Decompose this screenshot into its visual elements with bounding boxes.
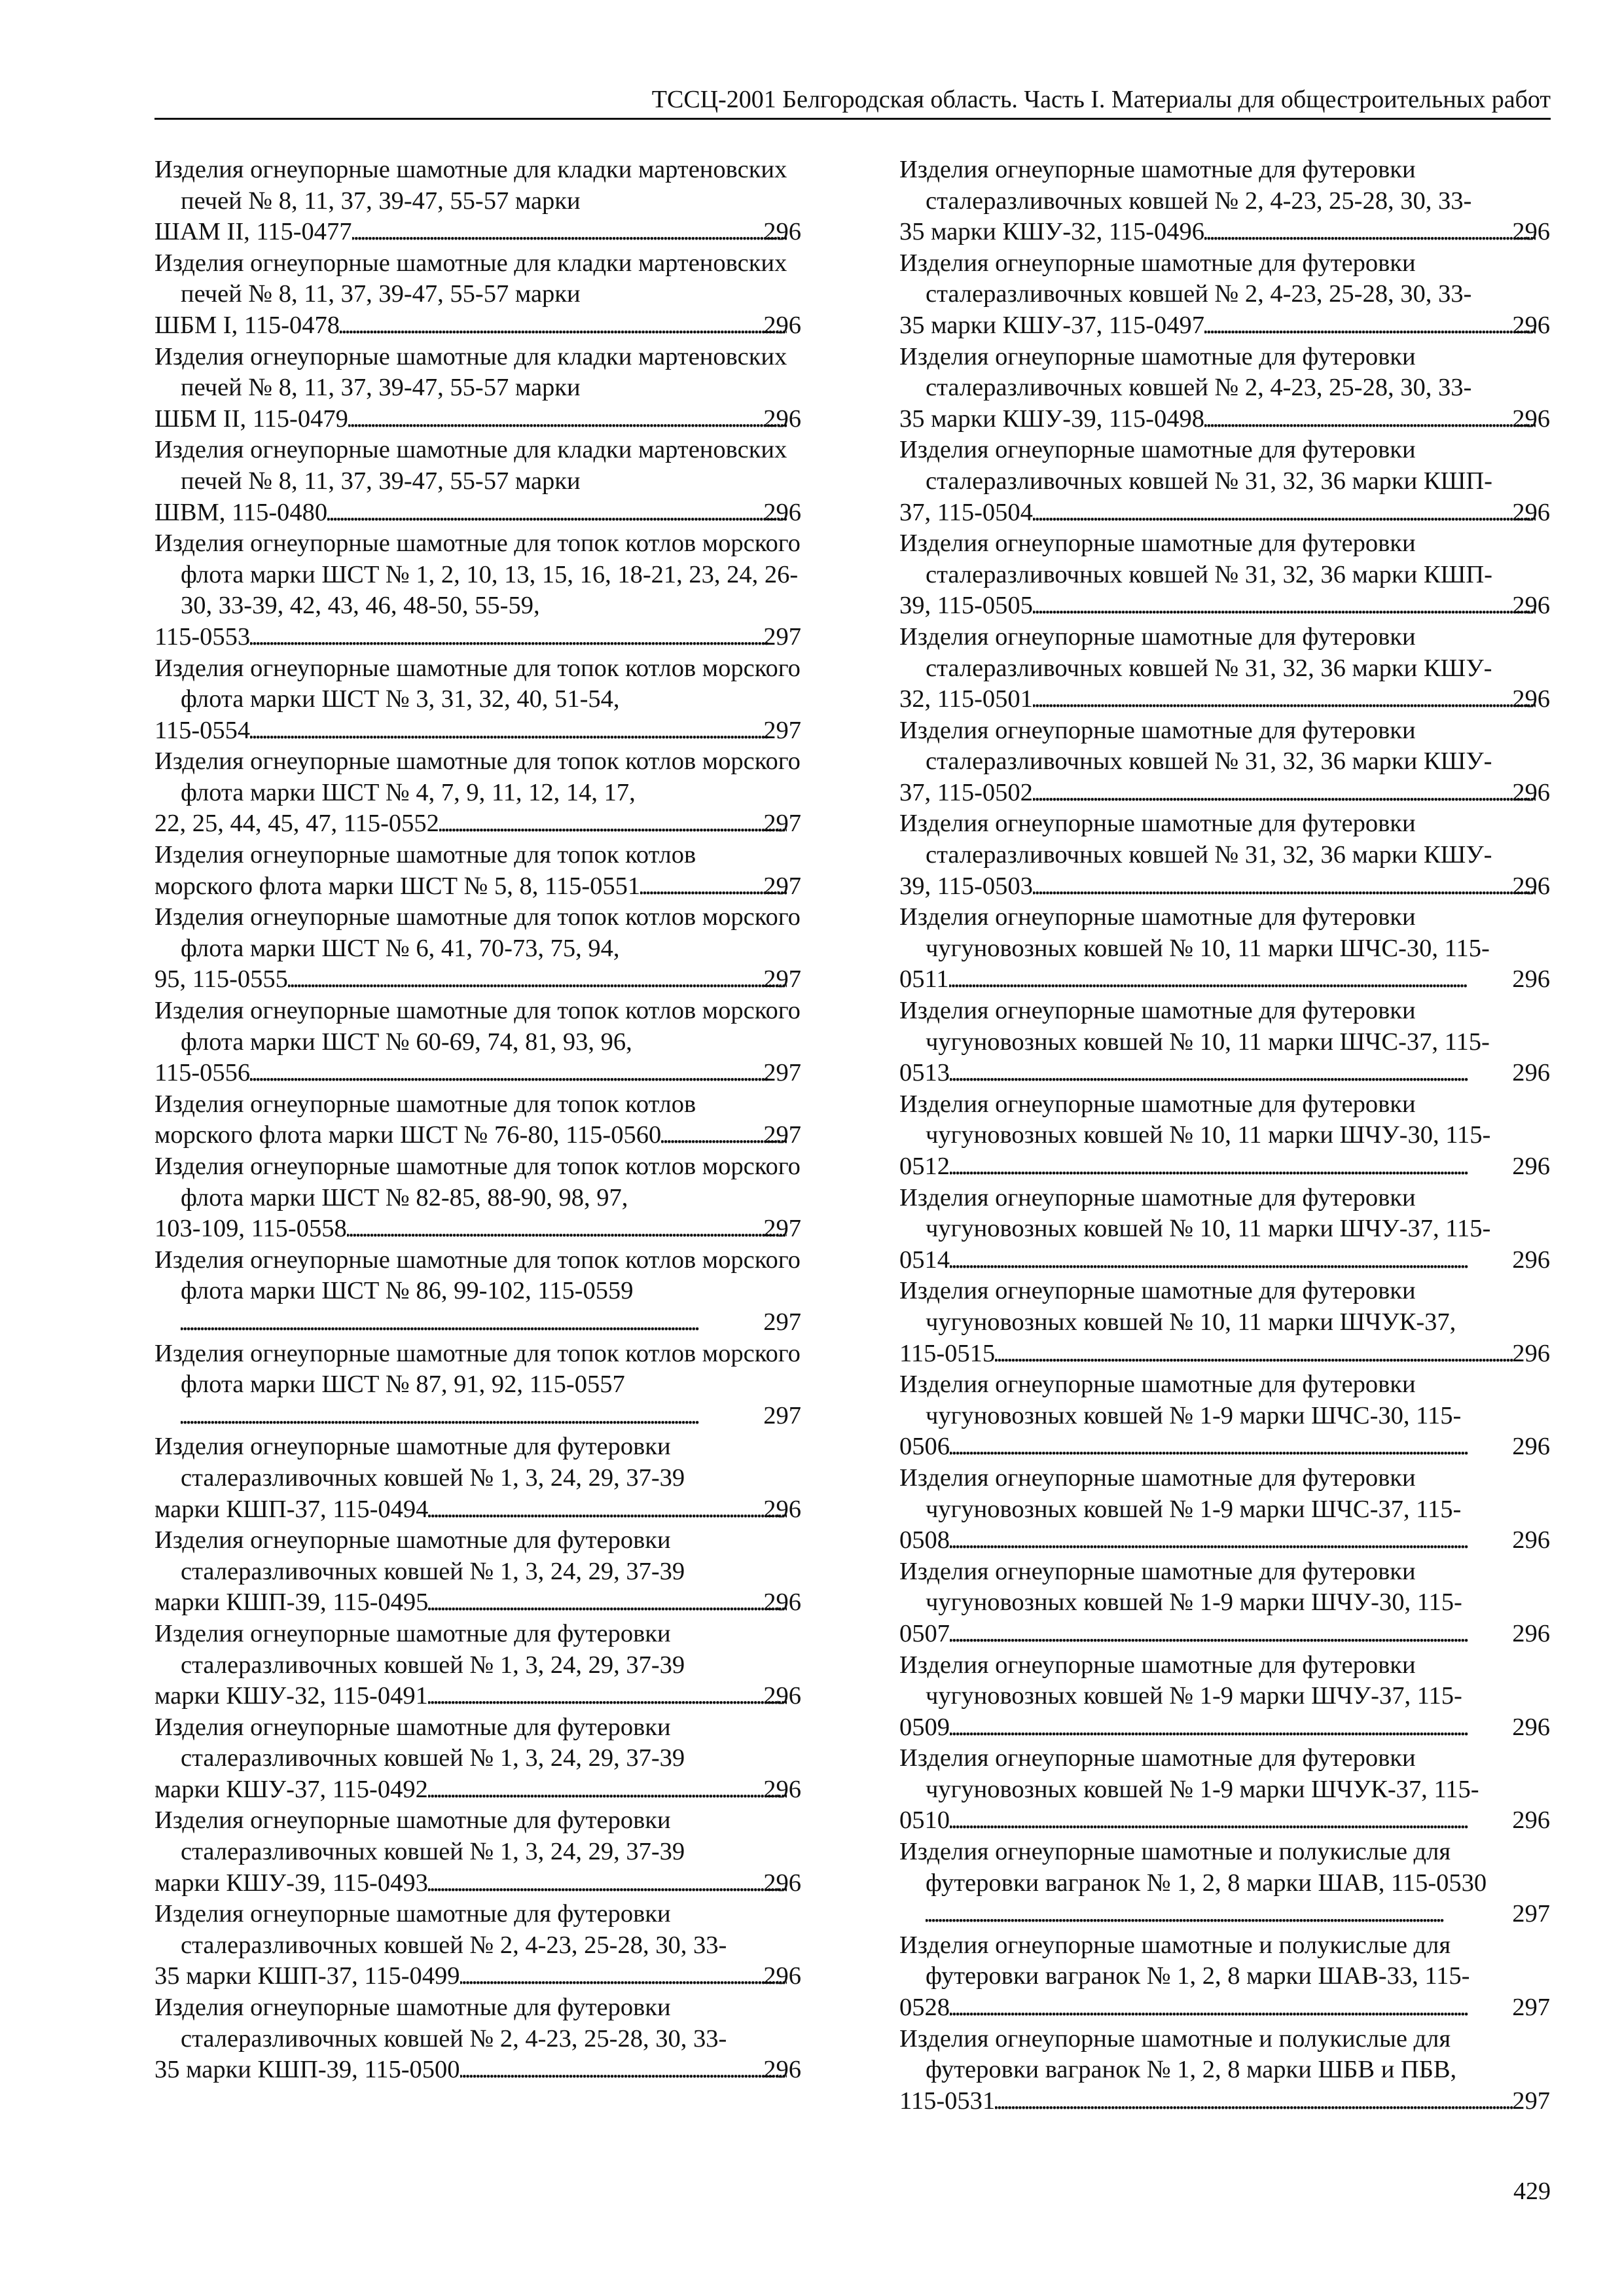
entry-code: 35 марки КШУ-39, 115-0498 (899, 404, 1204, 433)
index-entry (899, 1930, 1550, 2024)
entry-code: 0514 (899, 1246, 950, 1274)
index-entry (154, 435, 801, 528)
entry-title: Изделия огнеупорные шамотные и полукислые для футеровки вагранок № 1, 2, 8 марки ШБВ и ПБВ, (899, 2024, 1457, 2084)
entry-page-ref: 297 (1512, 2087, 1550, 2115)
entry-leader-line (899, 1525, 1550, 1556)
entry-leader-line (899, 404, 1550, 435)
entry-page-ref: 296 (1512, 1713, 1550, 1741)
entry-title: Изделия огнеупорные шамотные для футеровки сталеразливочных ковшей № 2, 4-23, 25-28, 30, 33- (899, 249, 1472, 308)
entry-page-ref: 297 (763, 872, 801, 900)
dot-leader (340, 310, 787, 342)
index-entry (154, 1245, 801, 1338)
dot-leader (950, 1805, 1536, 1837)
entry-code: ШВМ, 115-0480 (154, 498, 328, 526)
entry-title: Изделия огнеупорные шамотные для футеровки сталеразливочных ковшей № 1, 3, 24, 29, 37-39 (154, 1806, 685, 1866)
entry-page-ref: 297 (1512, 1900, 1550, 1928)
entry-leader-line (899, 1338, 1550, 1370)
entry-page-ref: 296 (1512, 218, 1550, 246)
index-entry (899, 1089, 1550, 1183)
entry-leader-line (899, 871, 1550, 903)
entry-title: Изделия огнеупорные шамотные для топок котлов морского флота марки ШСТ № 3, 31, 32, 40, 51-54, (154, 654, 801, 713)
dot-leader (348, 404, 787, 435)
index-entry (154, 1805, 801, 1899)
entry-page-ref: 296 (1512, 498, 1550, 526)
entry-page-ref: 296 (763, 1682, 801, 1710)
entry-code: 39, 115-0505 (899, 592, 1033, 620)
entry-title: Изделия огнеупорные шамотные для топок котлов морского флота марки ШСТ № 86, 99-102, 115-0559 (154, 1246, 801, 1305)
index-entry (899, 1369, 1550, 1463)
entry-code: морского флота марки ШСТ № 76-80, 115-0560 (154, 1121, 662, 1149)
page-number: 429 (1513, 2178, 1551, 2205)
entry-page-ref: 296 (763, 218, 801, 246)
entry-title: Изделия огнеупорные шамотные для футеровки сталеразливочных ковшей № 2, 4-23, 25-28, 30, 33- (154, 1994, 727, 2053)
entry-code: марки КШУ-32, 115-0491 (154, 1682, 428, 1710)
entry-leader-line (154, 808, 801, 840)
entry-title: Изделия огнеупорные шамотные для футеровки сталеразливочных ковшей № 1, 3, 24, 29, 37-39 (154, 1713, 685, 1772)
index-entry (899, 715, 1550, 809)
entry-page-ref: 296 (763, 2056, 801, 2084)
dot-leader (950, 1151, 1536, 1183)
dot-leader (352, 217, 787, 248)
entry-leader-line (899, 1619, 1550, 1650)
index-entry (899, 996, 1550, 1089)
index-entry (899, 1276, 1550, 1369)
index-entry (154, 1431, 801, 1525)
dot-leader (1033, 778, 1536, 809)
index-column-left (154, 154, 801, 2086)
entry-code: 35 марки КШУ-32, 115-0496 (899, 218, 1204, 246)
entry-code: 115-0515 (899, 1339, 996, 1367)
entry-title: Изделия огнеупорные шамотные для футеровки сталеразливочных ковшей № 31, 32, 36 марки КШП- (899, 529, 1492, 588)
entry-leader-line (154, 1961, 801, 1992)
entry-page-ref: 296 (1512, 872, 1550, 900)
entry-leader-line (154, 310, 801, 342)
index-entry (899, 1183, 1550, 1276)
index-entry (899, 902, 1550, 996)
entry-page-ref: 296 (1512, 1806, 1550, 1835)
dot-leader (950, 1431, 1536, 1463)
entry-page-ref: 296 (1512, 1246, 1550, 1274)
entry-leader-line (154, 1587, 801, 1619)
entry-leader-line (899, 1151, 1550, 1183)
index-entry (899, 622, 1550, 715)
entry-code: марки КШП-39, 115-0495 (154, 1588, 429, 1617)
entry-page-ref: 296 (1512, 1339, 1550, 1367)
index-column-right (899, 154, 1550, 2117)
entry-page-ref: 297 (763, 965, 801, 994)
entry-leader-line (899, 964, 1550, 996)
entry-code: 32, 115-0501 (899, 685, 1033, 713)
entry-page-ref: 296 (1512, 1153, 1550, 1180)
entry-code: 37, 115-0502 (899, 778, 1033, 806)
dot-leader (950, 1619, 1536, 1650)
index-entry (154, 1992, 801, 2086)
entry-title: Изделия огнеупорные шамотные для футеровки чугуновозных ковшей № 10, 11 марки ШЧС-30, 115- (899, 903, 1490, 962)
entry-leader-line (899, 778, 1550, 809)
dot-leader (1204, 217, 1536, 248)
entry-code: 103-109, 115-0558 (154, 1215, 347, 1243)
entry-title: Изделия огнеупорные шамотные для футеровки чугуновозных ковшей № 1-9 марки ШЧУ-30, 115- (899, 1557, 1462, 1617)
entry-title: Изделия огнеупорные шамотные для футеровки сталеразливочных ковшей № 2, 4-23, 25-28, 30, 33- (154, 1900, 727, 1959)
entry-code: 0512 (899, 1153, 950, 1180)
entry-leader-line (899, 1992, 1550, 2024)
dot-leader (428, 1494, 787, 1526)
index-entry (899, 342, 1550, 435)
entry-code: 35 марки КШУ-37, 115-0497 (899, 311, 1204, 339)
index-entry (899, 808, 1550, 902)
dot-leader (181, 1401, 787, 1432)
entry-leader-line (154, 497, 801, 529)
index-entry (154, 1089, 801, 1151)
index-entry (154, 1899, 801, 1992)
entry-title: Изделия огнеупорные шамотные и полукислые для футеровки вагранок № 1, 2, 8 марки ШАВ, 115-0530 (899, 1838, 1487, 1897)
dot-leader (1204, 404, 1536, 435)
entry-code: 0528 (899, 1994, 950, 2022)
dot-leader (181, 1307, 787, 1338)
entry-page-ref: 296 (1512, 965, 1550, 994)
entry-leader-line (154, 1868, 801, 1899)
entry-page-ref: 296 (1512, 685, 1550, 713)
entry-title: Изделия огнеупорные шамотные для футеровки чугуновозных ковшей № 1-9 марки ШЧС-37, 115- (899, 1463, 1462, 1523)
entry-title: Изделия огнеупорные шамотные для футеровки чугуновозных ковшей № 10, 11 марки ШЧУ-30, 115- (899, 1090, 1491, 1149)
index-entry (899, 1650, 1550, 1744)
index-entry (154, 1619, 801, 1712)
entry-code: 0509 (899, 1713, 950, 1741)
entry-leader-line (154, 871, 801, 903)
dot-leader (995, 2086, 1536, 2117)
entry-title: Изделия огнеупорные шамотные для кладки мартеновских печей № 8, 11, 37, 39-47, 55-57 марки (154, 156, 787, 215)
entry-title: Изделия огнеупорные шамотные для топок котлов морского флота марки ШСТ № 87, 91, 92, 115-0557 (154, 1339, 801, 1399)
dot-leader (1033, 684, 1536, 715)
index-entry (154, 746, 801, 840)
entry-title: Изделия огнеупорные шамотные для кладки мартеновских печей № 8, 11, 37, 39-47, 55-57 марки (154, 342, 787, 402)
entry-title: Изделия огнеупорные шамотные для топок котлов морского флота марки ШСТ № 60-69, 74, 81, 93, 96, (154, 997, 801, 1056)
entry-leader-line (154, 1058, 801, 1089)
index-entry (154, 840, 801, 902)
dot-leader (288, 964, 787, 996)
entry-title: Изделия огнеупорные шамотные для топок котлов (154, 1090, 696, 1118)
dot-leader (1033, 497, 1536, 529)
entry-title: Изделия огнеупорные шамотные для кладки мартеновских печей № 8, 11, 37, 39-47, 55-57 марки (154, 436, 787, 495)
entry-code: 0508 (899, 1526, 950, 1554)
entry-page-ref: 297 (763, 1308, 801, 1336)
dot-leader (950, 1058, 1536, 1089)
entry-leader-line (154, 1774, 801, 1806)
entry-leader-line (181, 1401, 801, 1432)
entry-page-ref: 297 (763, 1121, 801, 1149)
entry-page-ref: 296 (763, 1869, 801, 1897)
entry-leader-line (181, 1307, 801, 1338)
entry-code: 39, 115-0503 (899, 872, 1033, 900)
entry-code: 115-0531 (899, 2087, 996, 2115)
dot-leader (250, 715, 787, 747)
entry-page-ref: 297 (763, 1059, 801, 1087)
dot-leader (327, 497, 787, 529)
entry-title: Изделия огнеупорные шамотные для футеровки чугуновозных ковшей № 1-9 марки ШЧУК-37, 115- (899, 1744, 1479, 1803)
index-entry (154, 248, 801, 342)
dot-leader (428, 1774, 787, 1806)
entry-leader-line (899, 590, 1550, 622)
entry-title: Изделия огнеупорные шамотные и полукислые для футеровки вагранок № 1, 2, 8 марки ШАВ-33, 115- (899, 1931, 1470, 1990)
entry-leader-line (899, 2086, 1550, 2117)
entry-page-ref: 296 (763, 1588, 801, 1617)
running-header: ТССЦ-2001 Белгородская область. Часть I. Материалы для общестроительных работ (651, 86, 1551, 113)
entry-leader-line (154, 622, 801, 653)
entry-leader-line (154, 964, 801, 996)
dot-leader (428, 1681, 787, 1712)
entry-leader-line (899, 1712, 1550, 1744)
dot-leader (1033, 590, 1536, 622)
index-entry (154, 902, 801, 996)
entry-title: Изделия огнеупорные шамотные для топок котлов (154, 841, 696, 869)
dot-leader (460, 1961, 787, 1992)
dot-leader (950, 1525, 1536, 1556)
index-entry (899, 1463, 1550, 1556)
entry-code: 0506 (899, 1433, 950, 1461)
entry-leader-line (154, 1494, 801, 1526)
index-entry (899, 1837, 1550, 1930)
entry-page-ref: 296 (1512, 404, 1550, 433)
entry-code: ШБМ II, 115-0479 (154, 404, 348, 433)
entry-leader-line (899, 1245, 1550, 1276)
entry-page-ref: 296 (763, 1775, 801, 1803)
index-entry (154, 653, 801, 747)
dot-leader (995, 1338, 1536, 1370)
entry-page-ref: 297 (763, 1215, 801, 1243)
entry-page-ref: 296 (1512, 778, 1550, 806)
entry-page-ref: 296 (1512, 1433, 1550, 1461)
entry-code: марки КШП-37, 115-0494 (154, 1495, 429, 1523)
dot-leader (950, 1992, 1536, 2024)
dot-leader (250, 622, 787, 653)
index-entry (154, 154, 801, 248)
entry-code: 35 марки КШП-39, 115-0500 (154, 2056, 460, 2084)
dot-leader (460, 2054, 787, 2086)
entry-page-ref: 296 (1512, 1526, 1550, 1554)
entry-title: Изделия огнеупорные шамотные для футеровки чугуновозных ковшей № 10, 11 марки ШЧУК-37, (899, 1277, 1456, 1336)
entry-page-ref: 297 (763, 1401, 801, 1429)
entry-leader-line (154, 715, 801, 747)
entry-code: 37, 115-0504 (899, 498, 1033, 526)
index-entry (899, 1556, 1550, 1650)
entry-title: Изделия огнеупорные шамотные для футеровки сталеразливочных ковшей № 2, 4-23, 25-28, 30, 33- (899, 156, 1472, 215)
index-entry (899, 528, 1550, 622)
entry-title: Изделия огнеупорные шамотные для футеровки сталеразливочных ковшей № 31, 32, 36 марки КШП- (899, 436, 1492, 495)
index-entry (154, 1525, 801, 1619)
entry-page-ref: 296 (1512, 592, 1550, 620)
entry-title: Изделия огнеупорные шамотные для футеровки сталеразливочных ковшей № 31, 32, 36 марки КШУ- (899, 622, 1492, 682)
entry-code: 22, 25, 44, 45, 47, 115-0552 (154, 810, 439, 838)
index-entry (154, 996, 801, 1089)
entry-page-ref: 297 (1512, 1994, 1550, 2022)
entry-title: Изделия огнеупорные шамотные для футеровки сталеразливочных ковшей № 31, 32, 36 марки КШУ- (899, 810, 1492, 869)
entry-title: Изделия огнеупорные шамотные для топок котлов морского флота марки ШСТ № 82-85, 88-90, 98, 97, (154, 1153, 801, 1211)
entry-leader-line (899, 1058, 1550, 1089)
entry-leader-line (154, 1681, 801, 1712)
entry-leader-line (899, 497, 1550, 529)
entry-title: Изделия огнеупорные шамотные для футеровки сталеразливочных ковшей № 1, 3, 24, 29, 37-39 (154, 1619, 685, 1679)
entry-page-ref: 296 (763, 404, 801, 433)
entry-code: 115-0553 (154, 622, 251, 651)
entry-page-ref: 296 (1512, 1059, 1550, 1087)
entry-title: Изделия огнеупорные шамотные для футеровки чугуновозных ковшей № 1-9 марки ШЧУ-37, 115- (899, 1651, 1462, 1710)
entry-title: Изделия огнеупорные шамотные для футеровки сталеразливочных ковшей № 1, 3, 24, 29, 37-39 (154, 1433, 685, 1492)
entry-code: марки КШУ-37, 115-0492 (154, 1775, 428, 1803)
dot-leader (1033, 871, 1536, 903)
entry-code: 95, 115-0555 (154, 965, 288, 994)
entry-page-ref: 297 (763, 622, 801, 651)
index-entry (899, 435, 1550, 528)
entry-title: Изделия огнеупорные шамотные для кладки мартеновских печей № 8, 11, 37, 39-47, 55-57 марки (154, 249, 787, 308)
entry-leader-line (926, 1899, 1550, 1930)
dot-leader (950, 1712, 1536, 1744)
index-entry (899, 2024, 1550, 2117)
entry-code: 0510 (899, 1806, 950, 1835)
dot-leader (926, 1899, 1536, 1930)
dot-leader (1204, 310, 1536, 342)
entry-leader-line (899, 310, 1550, 342)
dot-leader (428, 1868, 787, 1899)
entry-title: Изделия огнеупорные шамотные для футеровки сталеразливочных ковшей № 1, 3, 24, 29, 37-39 (154, 1526, 685, 1585)
entry-title: Изделия огнеупорные шамотные для футеровки сталеразливочных ковшей № 2, 4-23, 25-28, 30, 33- (899, 342, 1472, 402)
entry-title: Изделия огнеупорные шамотные для футеровки чугуновозных ковшей № 1-9 марки ШЧС-30, 115- (899, 1371, 1462, 1429)
entry-title: Изделия огнеупорные шамотные для футеровки сталеразливочных ковшей № 31, 32, 36 марки КШУ- (899, 716, 1492, 776)
entry-code: морского флота марки ШСТ № 5, 8, 115-0551 (154, 872, 641, 900)
entry-code: 0511 (899, 965, 949, 994)
entry-page-ref: 297 (763, 810, 801, 838)
entry-leader-line (899, 1431, 1550, 1463)
entry-title: Изделия огнеупорные шамотные для футеровки чугуновозных ковшей № 10, 11 марки ШЧУ-37, 115- (899, 1183, 1491, 1243)
entry-leader-line (154, 404, 801, 435)
entry-code: 115-0556 (154, 1059, 251, 1087)
entry-page-ref: 297 (763, 716, 801, 744)
entry-leader-line (154, 1120, 801, 1151)
header-rule (154, 118, 1551, 120)
entry-title: Изделия огнеупорные шамотные для топок котлов морского флота марки ШСТ № 1, 2, 10, 13, 15, 16, 18-21, 23, 24, 26-30, 33-39, 42, 43, 46, 48-50, 55-59, (154, 529, 801, 620)
entry-code: 0507 (899, 1619, 950, 1647)
entry-code: марки КШУ-39, 115-0493 (154, 1869, 428, 1897)
entry-leader-line (154, 2054, 801, 2086)
index-entry (899, 154, 1550, 248)
entry-page-ref: 296 (763, 498, 801, 526)
dot-leader (949, 964, 1536, 996)
entry-title: Изделия огнеупорные шамотные для топок котлов морского флота марки ШСТ № 4, 7, 9, 11, 12, 14, 17, (154, 747, 801, 806)
entry-page-ref: 296 (1512, 311, 1550, 339)
entry-leader-line (899, 684, 1550, 715)
dot-leader (439, 808, 787, 840)
entry-page-ref: 296 (763, 1495, 801, 1523)
index-entry (154, 1712, 801, 1806)
entry-code: ШАМ II, 115-0477 (154, 218, 352, 246)
index-entry (154, 528, 801, 653)
entry-title: Изделия огнеупорные шамотные для топок котлов морского флота марки ШСТ № 6, 41, 70-73, 75, 94, (154, 903, 801, 962)
index-entry (899, 248, 1550, 342)
entry-leader-line (154, 1213, 801, 1245)
dot-leader (428, 1587, 787, 1619)
entry-page-ref: 296 (1512, 1619, 1550, 1647)
dot-leader (347, 1213, 787, 1245)
entry-leader-line (899, 217, 1550, 248)
entry-page-ref: 296 (763, 311, 801, 339)
index-entry (154, 1151, 801, 1245)
entry-page-ref: 296 (763, 1962, 801, 1990)
entry-leader-line (899, 1805, 1550, 1837)
entry-title: Изделия огнеупорные шамотные для футеровки чугуновозных ковшей № 10, 11 марки ШЧС-37, 115- (899, 997, 1490, 1056)
index-entry (899, 1743, 1550, 1837)
dot-leader (250, 1058, 787, 1089)
index-entry (154, 1338, 801, 1432)
entry-code: 35 марки КШП-37, 115-0499 (154, 1962, 460, 1990)
entry-code: ШБМ I, 115-0478 (154, 311, 340, 339)
entry-leader-line (154, 217, 801, 248)
dot-leader (950, 1245, 1536, 1276)
entry-code: 0513 (899, 1059, 950, 1087)
index-entry (154, 342, 801, 435)
entry-code: 115-0554 (154, 716, 251, 744)
